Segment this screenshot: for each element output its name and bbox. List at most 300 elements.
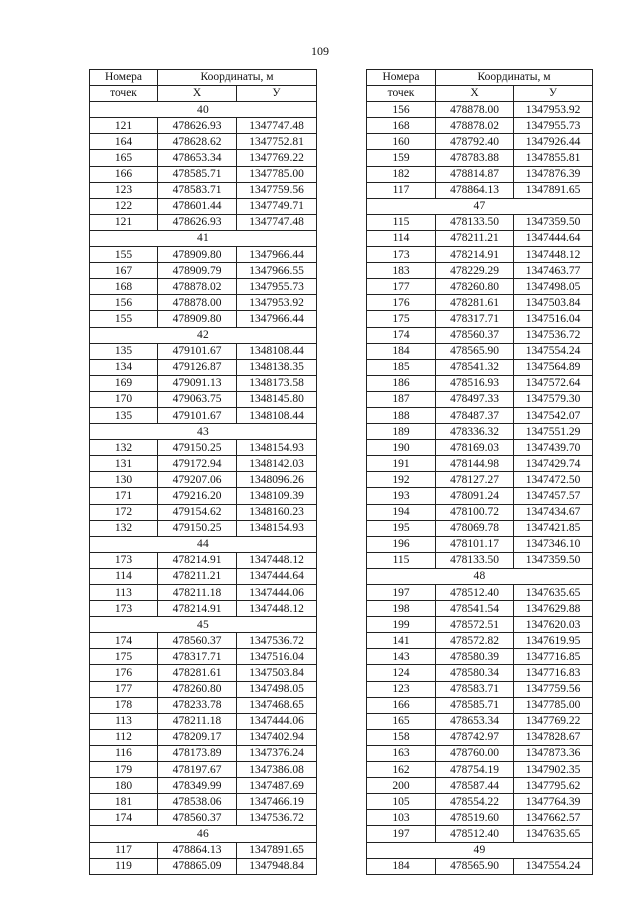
- table-row: [90, 858, 317, 874]
- table-row: [90, 198, 317, 214]
- x-coordinate-cell: 478211.18: [158, 713, 237, 729]
- table-row: [90, 407, 317, 423]
- x-coordinate-cell: 478260.80: [158, 681, 237, 697]
- section-number: 49: [367, 842, 593, 858]
- y-coordinate-cell: 1347536.72: [237, 810, 317, 826]
- table-row: [367, 295, 593, 311]
- y-coordinate-cell: 1347749.71: [237, 198, 317, 214]
- x-coordinate-cell: 478628.62: [158, 134, 237, 150]
- point-number-cell: 132: [90, 520, 158, 536]
- y-coordinate-cell: 1347769.22: [514, 713, 593, 729]
- y-coordinate-cell: 1348096.26: [237, 472, 317, 488]
- table-row: [90, 745, 317, 761]
- y-coordinate-cell: 1347759.56: [237, 182, 317, 198]
- point-number-cell: 200: [367, 778, 436, 794]
- y-coordinate-cell: 1347876.39: [514, 166, 593, 182]
- point-number-cell: 176: [367, 295, 436, 311]
- table-row: [367, 311, 593, 327]
- x-coordinate-cell: 478538.06: [158, 794, 237, 810]
- table-row: [90, 182, 317, 198]
- x-coordinate-cell: 478583.71: [158, 182, 237, 198]
- coordinates-header: Координаты, м: [158, 70, 317, 86]
- table-row: [367, 440, 593, 456]
- x-coordinate-cell: 478260.80: [436, 279, 514, 295]
- point-number-cell: 184: [367, 343, 436, 359]
- x-coordinate-cell: 478214.91: [158, 552, 237, 568]
- table-row: [367, 778, 593, 794]
- x-coordinate-cell: 479172.94: [158, 456, 237, 472]
- point-number-cell: 173: [90, 601, 158, 617]
- x-coordinate-cell: 478127.27: [436, 472, 514, 488]
- table-row: [367, 263, 593, 279]
- table-row: [367, 230, 593, 246]
- y-coordinate-cell: 1347421.85: [514, 520, 593, 536]
- x-coordinate-cell: 478909.79: [158, 263, 237, 279]
- x-coordinate-cell: 478864.13: [158, 842, 237, 858]
- table-row: [90, 568, 317, 584]
- y-coordinate-cell: 1347359.50: [514, 552, 593, 568]
- table-row: [90, 263, 317, 279]
- y-coordinate-cell: 1348154.93: [237, 520, 317, 536]
- table-row: [90, 359, 317, 375]
- x-coordinate-cell: 478281.61: [436, 295, 514, 311]
- coordinates-table-left: [89, 69, 317, 875]
- x-coordinate-cell: 479126.87: [158, 359, 237, 375]
- x-coordinate-cell: 479101.67: [158, 343, 237, 359]
- x-coordinate-cell: 478626.93: [158, 214, 237, 230]
- point-number-cell: 121: [90, 214, 158, 230]
- x-coordinate-cell: 478516.93: [436, 375, 514, 391]
- y-coordinate-cell: 1347487.69: [237, 778, 317, 794]
- point-number-cell: 168: [367, 118, 436, 134]
- x-coordinate-cell: 479150.25: [158, 440, 237, 456]
- x-coordinate-cell: 478572.51: [436, 617, 514, 633]
- y-coordinate-cell: 1347953.92: [514, 102, 593, 118]
- x-coordinate-cell: 478214.91: [158, 601, 237, 617]
- x-column-header: X: [436, 86, 514, 102]
- point-number-cell: 112: [90, 729, 158, 745]
- point-number-cell: 187: [367, 391, 436, 407]
- section-number: 45: [90, 617, 317, 633]
- point-number-cell: 156: [367, 102, 436, 118]
- x-coordinate-cell: 478233.78: [158, 697, 237, 713]
- point-number-cell: 191: [367, 456, 436, 472]
- table-row: [90, 504, 317, 520]
- x-coordinate-cell: 478317.71: [158, 649, 237, 665]
- point-number-cell: 198: [367, 601, 436, 617]
- y-coordinate-cell: 1347466.19: [237, 794, 317, 810]
- point-number-cell: 114: [90, 568, 158, 584]
- y-coordinate-cell: 1347448.12: [514, 247, 593, 263]
- x-coordinate-cell: 478864.13: [436, 182, 514, 198]
- x-coordinate-cell: 478554.22: [436, 794, 514, 810]
- point-number-cell: 188: [367, 407, 436, 423]
- x-coordinate-cell: 478909.80: [158, 247, 237, 263]
- table-row: [90, 311, 317, 327]
- y-coordinate-cell: 1347619.95: [514, 633, 593, 649]
- point-number-cell: 196: [367, 536, 436, 552]
- y-coordinate-cell: 1347828.67: [514, 729, 593, 745]
- y-coordinate-cell: 1347503.84: [237, 665, 317, 681]
- x-coordinate-cell: 478583.71: [436, 681, 514, 697]
- point-number-cell: 171: [90, 488, 158, 504]
- table-row: [367, 601, 593, 617]
- x-coordinate-cell: 478519.60: [436, 810, 514, 826]
- y-coordinate-cell: 1347966.44: [237, 247, 317, 263]
- table-row: [367, 182, 593, 198]
- point-number-cell: 143: [367, 649, 436, 665]
- point-number-cell: 180: [90, 778, 158, 794]
- coordinates-table-right: [366, 69, 593, 875]
- y-coordinate-cell: 1347551.29: [514, 424, 593, 440]
- point-number-cell: 178: [90, 697, 158, 713]
- x-coordinate-cell: 478792.40: [436, 134, 514, 150]
- table-row: [367, 150, 593, 166]
- point-number-cell: 174: [367, 327, 436, 343]
- table-row: [367, 810, 593, 826]
- table-row: [367, 536, 593, 552]
- y-coordinate-cell: 1347764.39: [514, 794, 593, 810]
- table-row: [367, 214, 593, 230]
- y-coordinate-cell: 1347629.88: [514, 601, 593, 617]
- y-coordinate-cell: 1347769.22: [237, 150, 317, 166]
- point-number-cell: 186: [367, 375, 436, 391]
- y-coordinate-cell: 1347759.56: [514, 681, 593, 697]
- point-number-cell: 167: [90, 263, 158, 279]
- table-row: [90, 729, 317, 745]
- x-coordinate-cell: 478909.80: [158, 311, 237, 327]
- y-coordinate-cell: 1347429.74: [514, 456, 593, 472]
- y-coordinate-cell: 1348138.35: [237, 359, 317, 375]
- section-row: [367, 198, 593, 214]
- x-coordinate-cell: 478742.97: [436, 729, 514, 745]
- y-coordinate-cell: 1347346.10: [514, 536, 593, 552]
- x-coordinate-cell: 478865.09: [158, 858, 237, 874]
- section-row: [367, 568, 593, 584]
- table-row: [90, 279, 317, 295]
- y-coordinate-cell: 1347516.04: [514, 311, 593, 327]
- section-number: 40: [90, 102, 317, 118]
- point-number-cell: 158: [367, 729, 436, 745]
- point-number-cell: 181: [90, 794, 158, 810]
- x-coordinate-cell: 478541.54: [436, 601, 514, 617]
- x-coordinate-cell: 478560.37: [436, 327, 514, 343]
- table-row: [367, 456, 593, 472]
- table-row: [367, 520, 593, 536]
- point-number-cell: 183: [367, 263, 436, 279]
- page-number: 109: [311, 44, 329, 58]
- table-row: [367, 729, 593, 745]
- x-coordinate-cell: 478144.98: [436, 456, 514, 472]
- point-number-cell: 164: [90, 134, 158, 150]
- y-coordinate-cell: 1348108.44: [237, 407, 317, 423]
- table-row: [367, 472, 593, 488]
- x-coordinate-cell: 478209.17: [158, 729, 237, 745]
- table-row: [367, 745, 593, 761]
- table-row: [367, 665, 593, 681]
- table-row: [90, 375, 317, 391]
- y-coordinate-cell: 1347662.57: [514, 810, 593, 826]
- x-coordinate-cell: 478878.00: [158, 295, 237, 311]
- point-number-cell: 156: [90, 295, 158, 311]
- point-number-cell: 117: [90, 842, 158, 858]
- y-coordinate-cell: 1348109.39: [237, 488, 317, 504]
- table-row: [367, 552, 593, 568]
- table-row: [367, 391, 593, 407]
- table-row: [367, 134, 593, 150]
- point-number-cell: 199: [367, 617, 436, 633]
- table-row: [90, 713, 317, 729]
- point-number-cell: 159: [367, 150, 436, 166]
- x-coordinate-cell: 478101.17: [436, 536, 514, 552]
- y-coordinate-cell: 1348108.44: [237, 343, 317, 359]
- x-coordinate-cell: 478653.34: [158, 150, 237, 166]
- y-coordinate-cell: 1347747.48: [237, 214, 317, 230]
- y-coordinate-cell: 1347902.35: [514, 762, 593, 778]
- point-number-cell: 131: [90, 456, 158, 472]
- y-coordinate-cell: 1347376.24: [237, 745, 317, 761]
- point-number-cell: 172: [90, 504, 158, 520]
- point-number-header-line2: точек: [367, 86, 436, 102]
- y-coordinate-cell: 1347716.83: [514, 665, 593, 681]
- y-coordinate-cell: 1347554.24: [514, 343, 593, 359]
- x-coordinate-cell: 478653.34: [436, 713, 514, 729]
- y-coordinate-cell: 1347402.94: [237, 729, 317, 745]
- y-coordinate-cell: 1347572.64: [514, 375, 593, 391]
- table-row: [367, 375, 593, 391]
- x-coordinate-cell: 478878.02: [436, 118, 514, 134]
- table-row: [367, 649, 593, 665]
- point-number-cell: 193: [367, 488, 436, 504]
- point-number-cell: 174: [90, 633, 158, 649]
- x-coordinate-cell: 479154.62: [158, 504, 237, 520]
- table-row: [367, 585, 593, 601]
- point-number-cell: 132: [90, 440, 158, 456]
- table-row: [90, 585, 317, 601]
- y-coordinate-cell: 1347955.73: [514, 118, 593, 134]
- x-coordinate-cell: 479063.75: [158, 391, 237, 407]
- table-row: [367, 762, 593, 778]
- y-coordinate-cell: 1347873.36: [514, 745, 593, 761]
- x-coordinate-cell: 478572.82: [436, 633, 514, 649]
- section-number: 41: [90, 230, 317, 246]
- y-coordinate-cell: 1347948.84: [237, 858, 317, 874]
- point-number-cell: 194: [367, 504, 436, 520]
- point-number-cell: 185: [367, 359, 436, 375]
- table-row: [90, 456, 317, 472]
- point-number-cell: 173: [90, 552, 158, 568]
- x-coordinate-cell: 478626.93: [158, 118, 237, 134]
- table-row: [367, 504, 593, 520]
- table-row: [367, 327, 593, 343]
- table-row: [90, 391, 317, 407]
- point-number-header: Номера: [90, 70, 158, 86]
- section-row: [90, 102, 317, 118]
- x-coordinate-cell: 478814.87: [436, 166, 514, 182]
- y-coordinate-cell: 1347448.12: [237, 552, 317, 568]
- section-row: [90, 617, 317, 633]
- y-coordinate-cell: 1347359.50: [514, 214, 593, 230]
- point-number-cell: 176: [90, 665, 158, 681]
- point-number-cell: 166: [367, 697, 436, 713]
- x-coordinate-cell: 478487.37: [436, 407, 514, 423]
- x-coordinate-cell: 478560.37: [158, 810, 237, 826]
- y-coordinate-cell: 1347386.08: [237, 762, 317, 778]
- y-coordinate-cell: 1347542.07: [514, 407, 593, 423]
- table-row: [367, 826, 593, 842]
- y-coordinate-cell: 1347785.00: [237, 166, 317, 182]
- y-coordinate-cell: 1347439.70: [514, 440, 593, 456]
- x-coordinate-cell: 478091.24: [436, 488, 514, 504]
- y-coordinate-cell: 1347448.12: [237, 601, 317, 617]
- section-number: 44: [90, 536, 317, 552]
- section-row: [90, 424, 317, 440]
- table-row: [367, 697, 593, 713]
- x-coordinate-cell: 478336.32: [436, 424, 514, 440]
- table-row: [367, 617, 593, 633]
- point-number-cell: 121: [90, 118, 158, 134]
- x-coordinate-cell: 478565.90: [436, 343, 514, 359]
- table-row: [367, 681, 593, 697]
- x-coordinate-cell: 478783.88: [436, 150, 514, 166]
- y-coordinate-cell: 1348173.58: [237, 375, 317, 391]
- table-row: [90, 697, 317, 713]
- y-coordinate-cell: 1347953.92: [237, 295, 317, 311]
- y-column-header: У: [237, 86, 317, 102]
- y-coordinate-cell: 1347635.65: [514, 826, 593, 842]
- table-row: [367, 794, 593, 810]
- table-row: [367, 118, 593, 134]
- table-row: [90, 681, 317, 697]
- y-coordinate-cell: 1347620.03: [514, 617, 593, 633]
- point-number-cell: 103: [367, 810, 436, 826]
- point-number-cell: 175: [90, 649, 158, 665]
- x-coordinate-cell: 478878.02: [158, 279, 237, 295]
- point-number-cell: 119: [90, 858, 158, 874]
- x-coordinate-cell: 478349.99: [158, 778, 237, 794]
- section-row: [90, 826, 317, 842]
- point-number-cell: 189: [367, 424, 436, 440]
- x-coordinate-cell: 479207.06: [158, 472, 237, 488]
- point-number-cell: 165: [367, 713, 436, 729]
- y-coordinate-cell: 1347536.72: [237, 633, 317, 649]
- x-coordinate-cell: 478211.18: [158, 585, 237, 601]
- table-row: [90, 633, 317, 649]
- x-coordinate-cell: 479101.67: [158, 407, 237, 423]
- y-coordinate-cell: 1347855.81: [514, 150, 593, 166]
- x-coordinate-cell: 478512.40: [436, 585, 514, 601]
- table-row: [90, 810, 317, 826]
- point-number-cell: 117: [367, 182, 436, 198]
- table-row: [90, 601, 317, 617]
- point-number-cell: 175: [367, 311, 436, 327]
- y-coordinate-cell: 1347463.77: [514, 263, 593, 279]
- section-row: [367, 842, 593, 858]
- point-number-cell: 169: [90, 375, 158, 391]
- x-coordinate-cell: 478211.21: [158, 568, 237, 584]
- table-row: [367, 166, 593, 182]
- x-coordinate-cell: 478317.71: [436, 311, 514, 327]
- table-row: [90, 552, 317, 568]
- x-coordinate-cell: 478173.89: [158, 745, 237, 761]
- x-column-header: X: [158, 86, 237, 102]
- point-number-cell: 115: [367, 552, 436, 568]
- table-row: [367, 488, 593, 504]
- table-row: [90, 247, 317, 263]
- y-coordinate-cell: 1347966.55: [237, 263, 317, 279]
- x-coordinate-cell: 478229.29: [436, 263, 514, 279]
- point-number-cell: 184: [367, 858, 436, 874]
- x-coordinate-cell: 479091.13: [158, 375, 237, 391]
- y-coordinate-cell: 1348154.93: [237, 440, 317, 456]
- y-coordinate-cell: 1347554.24: [514, 858, 593, 874]
- y-column-header: У: [514, 86, 593, 102]
- point-number-cell: 155: [90, 311, 158, 327]
- y-coordinate-cell: 1347955.73: [237, 279, 317, 295]
- y-coordinate-cell: 1348160.23: [237, 504, 317, 520]
- table-row: [90, 118, 317, 134]
- y-coordinate-cell: 1348145.80: [237, 391, 317, 407]
- y-coordinate-cell: 1347444.06: [237, 585, 317, 601]
- table-row: [367, 343, 593, 359]
- table-row: [90, 134, 317, 150]
- x-coordinate-cell: 478760.00: [436, 745, 514, 761]
- table-row: [367, 102, 593, 118]
- y-coordinate-cell: 1347444.64: [237, 568, 317, 584]
- table-row: [90, 166, 317, 182]
- y-coordinate-cell: 1347716.85: [514, 649, 593, 665]
- table-row: [90, 488, 317, 504]
- y-coordinate-cell: 1347444.06: [237, 713, 317, 729]
- table-row: [90, 150, 317, 166]
- y-coordinate-cell: 1347966.44: [237, 311, 317, 327]
- point-number-cell: 166: [90, 166, 158, 182]
- table-row: [90, 778, 317, 794]
- y-coordinate-cell: 1347926.44: [514, 134, 593, 150]
- y-coordinate-cell: 1347468.65: [237, 697, 317, 713]
- x-coordinate-cell: 478211.21: [436, 230, 514, 246]
- y-coordinate-cell: 1347457.57: [514, 488, 593, 504]
- y-coordinate-cell: 1347516.04: [237, 649, 317, 665]
- point-number-cell: 197: [367, 585, 436, 601]
- point-number-cell: 124: [367, 665, 436, 681]
- point-number-cell: 190: [367, 440, 436, 456]
- y-coordinate-cell: 1347536.72: [514, 327, 593, 343]
- section-number: 43: [90, 424, 317, 440]
- section-row: [90, 327, 317, 343]
- y-coordinate-cell: 1347498.05: [237, 681, 317, 697]
- y-coordinate-cell: 1347891.65: [514, 182, 593, 198]
- point-number-cell: 179: [90, 762, 158, 778]
- section-number: 47: [367, 198, 593, 214]
- point-number-cell: 182: [367, 166, 436, 182]
- point-number-cell: 130: [90, 472, 158, 488]
- point-number-cell: 192: [367, 472, 436, 488]
- section-row: [90, 230, 317, 246]
- table-row: [90, 665, 317, 681]
- table-row: [90, 794, 317, 810]
- table-row: [90, 214, 317, 230]
- x-coordinate-cell: 478069.78: [436, 520, 514, 536]
- table-row: [367, 424, 593, 440]
- point-number-cell: 165: [90, 150, 158, 166]
- point-number-cell: 113: [90, 713, 158, 729]
- y-coordinate-cell: 1347785.00: [514, 697, 593, 713]
- section-number: 42: [90, 327, 317, 343]
- table-row: [367, 713, 593, 729]
- y-coordinate-cell: 1347752.81: [237, 134, 317, 150]
- point-number-header: Номера: [367, 70, 436, 86]
